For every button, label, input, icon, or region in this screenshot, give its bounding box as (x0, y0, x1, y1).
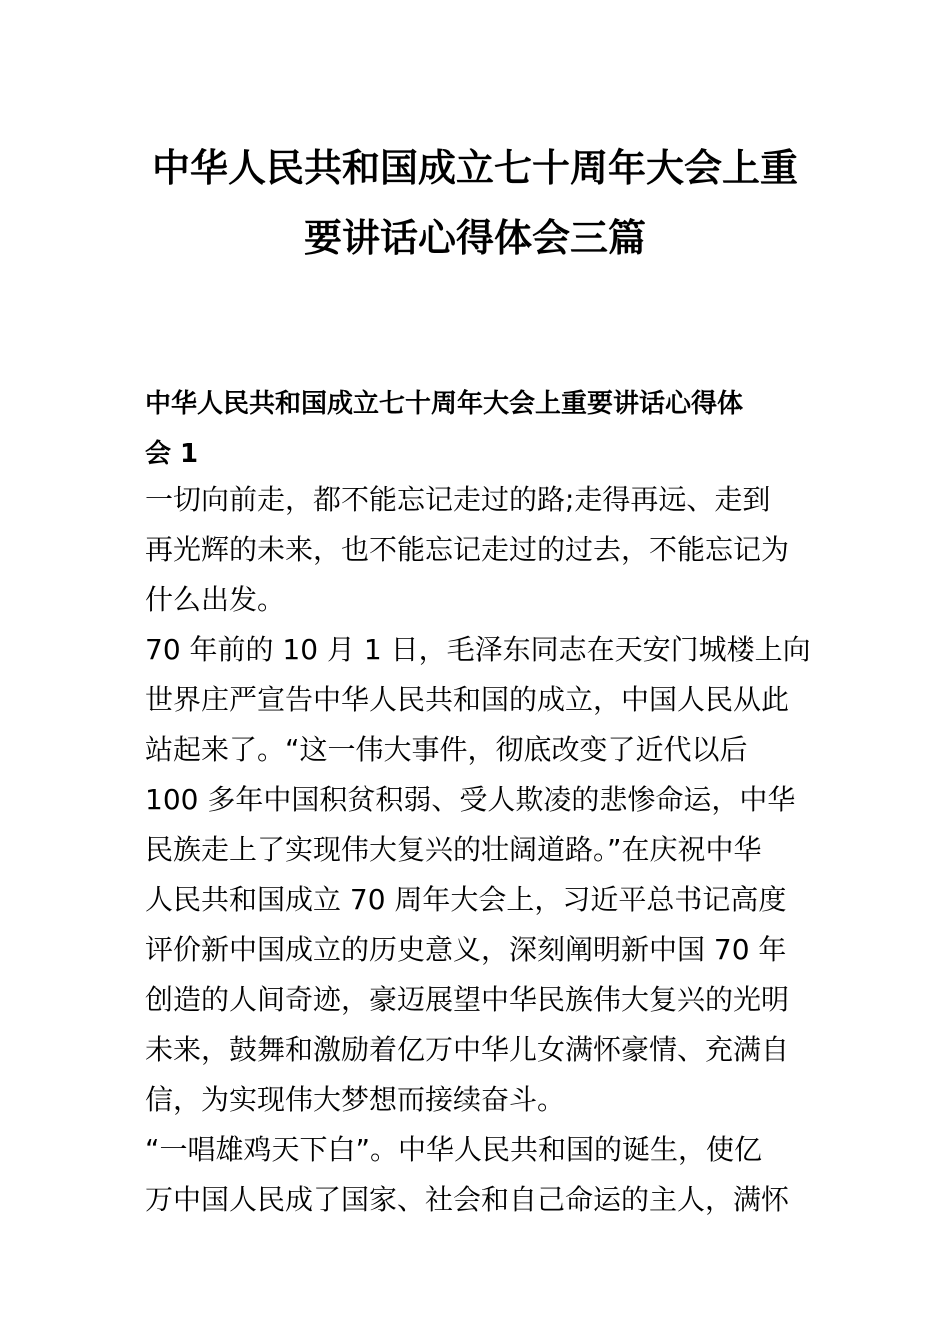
document-title-line: 中华人民共和国成立七十周年大会上重 (151, 146, 798, 190)
body-line: 民族走上了实现伟大复兴的壮阔道路。”在庆祝中华 (145, 833, 762, 866)
body-line: 什么出发。 (145, 583, 286, 616)
body-line: 信，为实现伟大梦想而接续奋斗。 (145, 1083, 566, 1116)
section-heading (145, 379, 815, 479)
body-line: “一唱雄鸡天下白”。中华人民共和国的诞生，使亿 (145, 1133, 763, 1166)
body-line: 再光辉的未来，也不能忘记走过的过去，不能忘记为 (145, 533, 790, 566)
body-line: 100 多年中国积贫积弱、受人欺凌的悲惨命运，中华 (145, 783, 796, 816)
body-line: 70 年前的 10 月 1 日，毛泽东同志在天安门城楼上向 (145, 633, 811, 666)
body-line: 一切向前走，都不能忘记走过的路;走得再远、走到 (145, 483, 771, 516)
body-line: 未来，鼓舞和激励着亿万中华儿女满怀豪情、充满自 (145, 1033, 790, 1066)
body-text (145, 475, 815, 1225)
section-heading-line: 中华人民共和国成立七十周年大会上重要讲话心得体 (145, 389, 744, 419)
body-line: 世界庄严宣告中华人民共和国的成立，中国人民从此 (145, 683, 790, 716)
section-heading-line: 会 1 (145, 439, 199, 469)
body-line: 创造的人间奇迹，豪迈展望中华民族伟大复兴的光明 (145, 983, 790, 1016)
body-line: 万中国人民成了国家、社会和自己命运的主人，满怀 (145, 1183, 790, 1216)
document-title-line: 要讲话心得体会三篇 (303, 216, 646, 260)
document-title (130, 133, 820, 273)
body-line: 评价新中国成立的历史意义，深刻阐明新中国 70 年 (145, 933, 787, 966)
body-line: 站起来了。“这一伟大事件，彻底改变了近代以后 (145, 733, 748, 766)
body-line: 人民共和国成立 70 周年大会上，习近平总书记高度 (145, 883, 787, 916)
